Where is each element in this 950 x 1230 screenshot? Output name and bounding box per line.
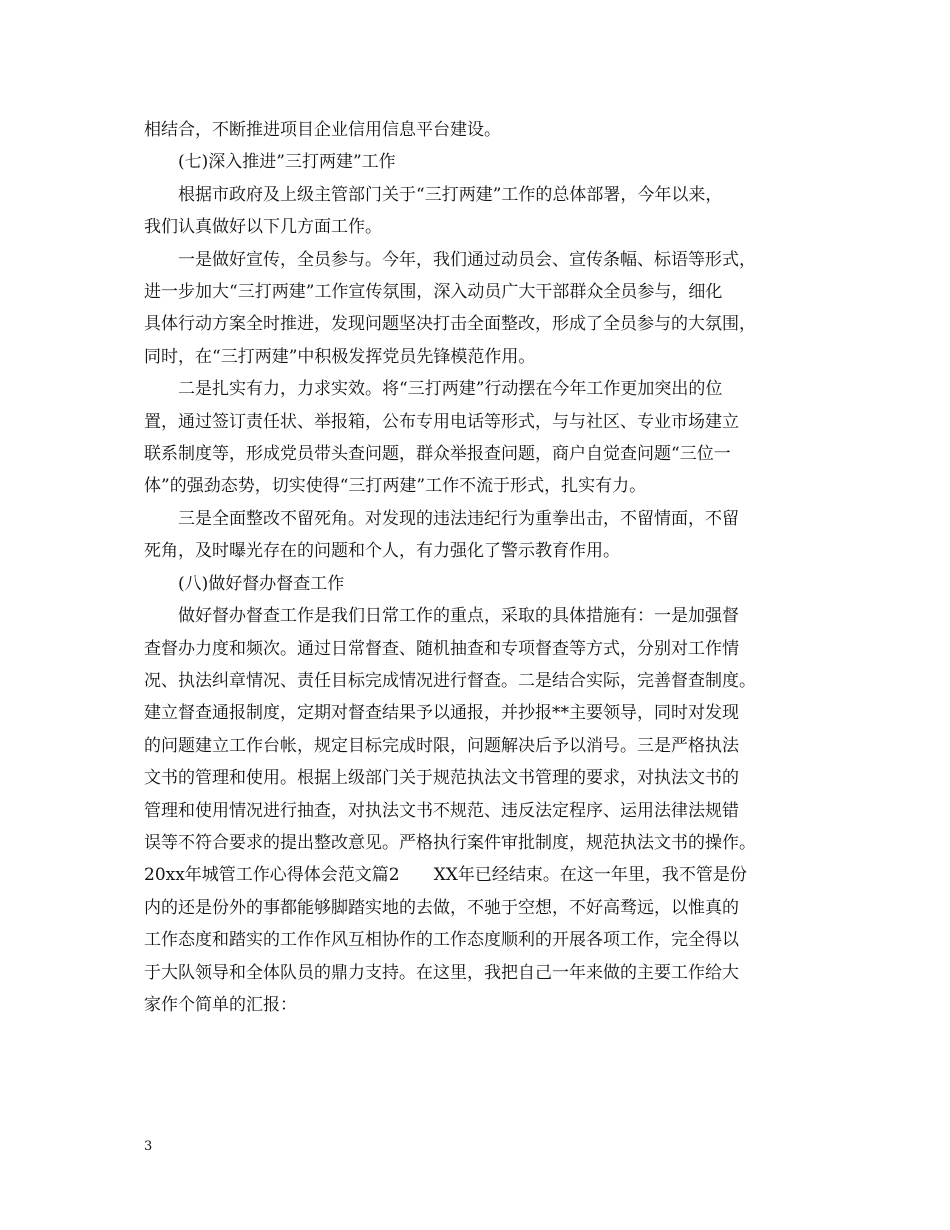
text-line: 工作态度和踏实的工作作风互相协作的工作态度顺利的开展各项工作，完全得以: [144, 930, 739, 951]
text-line: 进一步加大“三打两建”工作宣传氛围，深入动员广大干部群众全员参与，细化: [144, 282, 723, 303]
text-line: 置，通过签订责任状、举报箱，公布专用电话等形式，与与社区、专业市场建立: [144, 411, 739, 432]
text-line: 根据市政府及上级主管部门关于“三打两建”工作的总体部署，今年以来，: [178, 184, 723, 205]
text-line: 的问题建立工作台帐，规定目标完成时限，问题解决后予以消号。三是严格执法: [144, 735, 739, 756]
text-line: 于大队领导和全体队员的鼎力支持。在这里，我把自己一年来做的主要工作给大: [144, 962, 739, 983]
text-line: 死角，及时曝光存在的问题和个人，有力强化了警示教育作用。: [144, 541, 620, 562]
text-line: 误等不符合要求的提出整改意见。严格执行案件审批制度，规范执法文书的操作。: [144, 832, 756, 853]
text-line: 查督办力度和频次。通过日常督查、随机抽查和专项督查等方式，分别对工作情: [144, 638, 739, 659]
text-line: 文书的管理和使用。根据上级部门关于规范执法文书管理的要求，对执法文书的: [144, 768, 739, 789]
text-line: (七)深入推进”三打两建”工作: [178, 152, 396, 173]
page-number: 3: [144, 1139, 153, 1154]
text-line: 做好督办督查工作是我们日常工作的重点，采取的具体措施有：一是加强督: [178, 606, 739, 627]
text-line: (八)做好督办督查工作: [178, 573, 345, 594]
text-line: 20xx年城管工作心得体会范文篇2 XX年已经结束。在这一年里，我不管是份: [144, 865, 747, 886]
text-line: 二是扎实有力，力求实效。将“三打两建”行动摆在今年工作更加突出的位: [178, 379, 723, 400]
text-line: 具体行动方案全时推进，发现问题坚决打击全面整改，形成了全员参与的大氛围，: [144, 314, 756, 335]
document-body: [144, 114, 824, 1021]
text-line: 建立督查通报制度，定期对督查结果予以通报，并抄报**主要领导，同时对发现: [144, 703, 739, 724]
text-line: 联系制度等，形成党员带头查问题，群众举报查问题，商户自觉查问题“三位一: [144, 444, 731, 465]
text-line: 家作个简单的汇报：: [144, 994, 297, 1015]
text-line: 况、执法纠章情况、责任目标完成情况进行督查。二是结合实际，完善督查制度。: [144, 670, 756, 691]
text-line: 相结合，不断推进项目企业信用信息平台建设。: [144, 120, 501, 140]
text-line: 管理和使用情况进行抽查，对执法文书不规范、违反法定程序、运用法律法规错: [144, 800, 739, 821]
text-line: 体”的强劲态势，切实使得“三打两建”工作不流于形式，扎实有力。: [144, 476, 647, 497]
text-line: 三是全面整改不留死角。对发现的违法违纪行为重拳出击，不留情面，不留: [178, 508, 739, 529]
text-line: 内的还是份外的事都能够脚踏实地的去做，不驰于空想，不好高骛远，以惟真的: [144, 897, 739, 918]
text-line: 同时，在“三打两建”中积极发挥党员先锋模范作用。: [144, 346, 536, 367]
text-line: 一是做好宣传，全员参与。今年，我们通过动员会、宣传条幅、标语等形式，: [178, 249, 756, 270]
text-line: 我们认真做好以下几方面工作。: [144, 217, 382, 238]
